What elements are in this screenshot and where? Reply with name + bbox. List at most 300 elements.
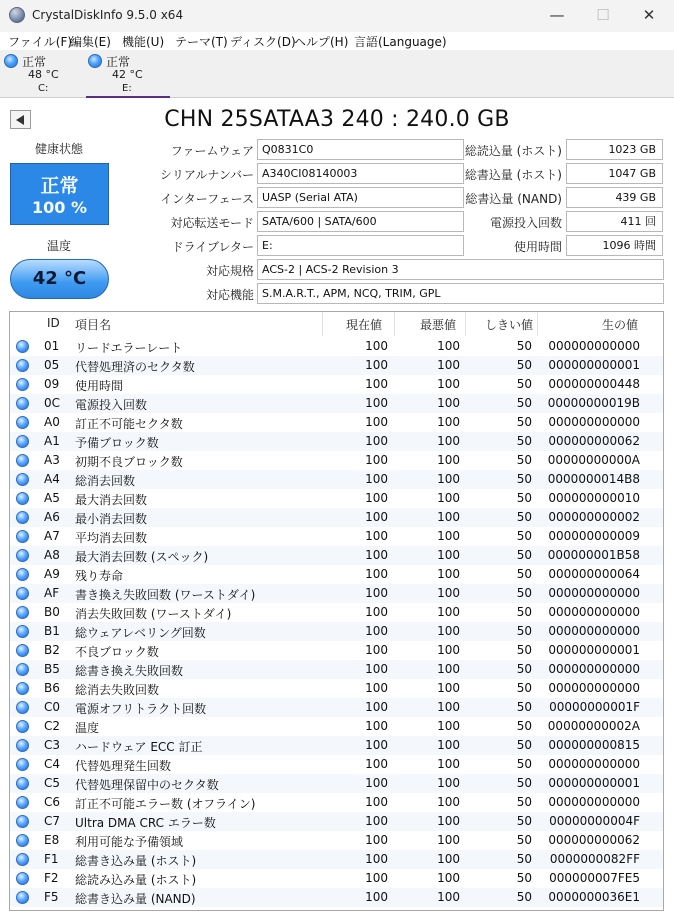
status-good-icon	[16, 416, 29, 429]
raw-value: 0000000082FF	[549, 852, 640, 866]
serial-label: シリアルナンバー	[159, 168, 254, 182]
status-good-icon	[16, 891, 29, 904]
status-good-icon	[16, 606, 29, 619]
current-value: 100	[365, 738, 388, 752]
attribute-id: A7	[44, 529, 60, 543]
status-good-icon	[16, 549, 29, 562]
transfer-mode-label: 対応転送モード	[170, 216, 254, 230]
health-status-button[interactable]	[10, 163, 109, 225]
power-on-count-label: 電源投入回数	[489, 216, 562, 230]
disk-tab-c[interactable]	[2, 52, 86, 98]
worst-value: 100	[437, 472, 460, 486]
raw-value: 000000000001	[548, 776, 640, 790]
threshold-value: 50	[516, 643, 532, 657]
firmware-value: Q0831C0	[257, 139, 464, 160]
status-good-icon	[16, 663, 29, 676]
raw-value: 000000000001	[548, 358, 640, 372]
raw-value: 000000000815	[548, 738, 640, 752]
threshold-value: 50	[516, 396, 532, 410]
table-row[interactable]	[10, 698, 664, 717]
disk-temperature: 42 °C	[112, 68, 143, 81]
status-good-icon	[16, 473, 29, 486]
threshold-value: 50	[516, 605, 532, 619]
table-row[interactable]	[10, 375, 664, 394]
current-value: 100	[365, 833, 388, 847]
status-good-icon	[16, 568, 29, 581]
threshold-value: 50	[516, 472, 532, 486]
worst-value: 100	[437, 510, 460, 524]
table-row[interactable]	[10, 850, 664, 869]
current-value: 100	[365, 548, 388, 562]
nand-writes-label: 総書込量 (NAND)	[465, 192, 562, 206]
threshold-value: 50	[516, 662, 532, 676]
current-value: 100	[365, 681, 388, 695]
current-value: 100	[365, 814, 388, 828]
transfer-mode-value: SATA/600 | SATA/600	[257, 211, 464, 232]
status-good-icon	[16, 853, 29, 866]
attribute-name: 総消去回数	[75, 474, 136, 488]
interface-label: インターフェース	[160, 192, 254, 206]
threshold-value: 50	[516, 890, 532, 904]
threshold-value: 50	[516, 453, 532, 467]
power-on-hours-value: 1096 時間	[566, 235, 663, 256]
attribute-name: 予備ブロック数	[75, 436, 159, 450]
firmware-label: ファームウェア	[170, 144, 254, 158]
raw-value: 000000000000	[548, 415, 640, 429]
disk-letter: C:	[38, 83, 49, 94]
table-row[interactable]	[10, 451, 664, 470]
worst-value: 100	[437, 548, 460, 562]
app-icon	[9, 7, 25, 23]
worst-value: 100	[437, 529, 460, 543]
current-value: 100	[365, 719, 388, 733]
table-row[interactable]	[10, 394, 664, 413]
current-value: 100	[365, 472, 388, 486]
status-good-icon	[16, 758, 29, 771]
maximize-button[interactable]: ☐	[596, 6, 610, 24]
threshold-value: 50	[516, 719, 532, 733]
table-row[interactable]	[10, 337, 664, 356]
attribute-id: B0	[44, 605, 60, 619]
raw-value: 000000000010	[548, 491, 640, 505]
menu-language[interactable]: 言語(Language)	[354, 35, 447, 49]
raw-value: 000000001B58	[547, 548, 640, 562]
raw-value: 000000000002	[548, 510, 640, 524]
attribute-id: B5	[44, 662, 60, 676]
features-label: 対応機能	[205, 288, 254, 302]
current-value: 100	[365, 415, 388, 429]
table-row[interactable]	[10, 660, 664, 679]
header-id[interactable]: ID	[47, 316, 60, 330]
raw-value: 000000000000	[548, 662, 640, 676]
attribute-id: C3	[44, 738, 61, 752]
threshold-value: 50	[516, 415, 532, 429]
attribute-id: A1	[44, 434, 60, 448]
threshold-value: 50	[516, 776, 532, 790]
worst-value: 100	[437, 719, 460, 733]
attribute-name: 訂正不可能セクタ数	[75, 417, 183, 431]
menu-edit[interactable]: 編集(E)	[70, 35, 111, 49]
current-value: 100	[365, 396, 388, 410]
menu-theme[interactable]: テーマ(T)	[175, 35, 228, 49]
worst-value: 100	[437, 776, 460, 790]
header-current[interactable]: 現在値	[346, 318, 383, 332]
status-good-icon	[16, 644, 29, 657]
threshold-value: 50	[516, 871, 532, 885]
threshold-value: 50	[516, 624, 532, 638]
status-good-icon	[88, 54, 102, 68]
table-row[interactable]	[10, 508, 664, 527]
worst-value: 100	[437, 358, 460, 372]
worst-value: 100	[437, 453, 460, 467]
attribute-name: 最小消去回数	[75, 512, 148, 526]
worst-value: 100	[437, 624, 460, 638]
raw-value: 00000000019B	[547, 396, 640, 410]
window-title: CrystalDiskInfo 9.5.0 x64	[32, 8, 184, 22]
header-divider	[537, 312, 538, 336]
serial-value: A340CI08140003	[257, 163, 464, 184]
table-row[interactable]	[10, 622, 664, 641]
menu-help[interactable]: ヘルプ(H)	[294, 35, 349, 49]
minimize-button[interactable]: —	[549, 6, 565, 24]
attribute-name: 残り寿命	[75, 569, 124, 583]
current-value: 100	[365, 643, 388, 657]
attribute-id: C2	[44, 719, 61, 733]
raw-value: 000000000448	[548, 377, 640, 391]
worst-value: 100	[437, 377, 460, 391]
attribute-id: A4	[44, 472, 60, 486]
status-good-icon	[16, 625, 29, 638]
attribute-name: Ultra DMA CRC エラー数	[75, 816, 216, 830]
worst-value: 100	[437, 757, 460, 771]
table-row[interactable]	[10, 413, 664, 432]
attribute-name: 代替処理発生回数	[75, 759, 172, 773]
raw-value: 000000000000	[548, 605, 640, 619]
interface-value: UASP (Serial ATA)	[257, 187, 464, 208]
attribute-id: B2	[44, 643, 60, 657]
attribute-id: C6	[44, 795, 61, 809]
nand-writes-value: 439 GB	[566, 187, 663, 208]
raw-value: 000000000000	[548, 624, 640, 638]
raw-value: 000000007FE5	[549, 871, 640, 885]
current-value: 100	[365, 567, 388, 581]
status-good-icon	[16, 701, 29, 714]
threshold-value: 50	[516, 833, 532, 847]
header-divider	[322, 312, 323, 336]
current-value: 100	[365, 339, 388, 353]
table-row[interactable]	[10, 755, 664, 774]
table-row[interactable]	[10, 812, 664, 831]
threshold-value: 50	[516, 567, 532, 581]
status-good-icon	[16, 492, 29, 505]
attribute-id: E8	[44, 833, 60, 847]
header-raw[interactable]: 生の値	[602, 318, 639, 332]
table-row[interactable]	[10, 527, 664, 546]
raw-value: 000000000062	[548, 833, 640, 847]
header-divider	[465, 312, 466, 336]
raw-value: 00000000001F	[549, 700, 640, 714]
menu-function[interactable]: 機能(U)	[122, 35, 165, 49]
current-value: 100	[365, 453, 388, 467]
worst-value: 100	[437, 434, 460, 448]
raw-value: 0000000014B8	[547, 472, 640, 486]
raw-value: 000000000000	[548, 757, 640, 771]
raw-value: 00000000000A	[547, 453, 640, 467]
table-header	[10, 312, 664, 336]
attribute-name: 使用時間	[75, 379, 124, 393]
attribute-name: 不良ブロック数	[75, 645, 159, 659]
raw-value: 00000000002A	[547, 719, 640, 733]
worst-value: 100	[437, 567, 460, 581]
attribute-id: 0C	[44, 396, 61, 410]
threshold-value: 50	[516, 700, 532, 714]
current-value: 100	[365, 757, 388, 771]
status-good-icon	[16, 435, 29, 448]
standards-value: ACS-2 | ACS-2 Revision 3	[257, 259, 664, 280]
attribute-name: 総書き換え失敗回数	[75, 664, 184, 678]
smart-table[interactable]	[9, 311, 664, 911]
worst-value: 100	[437, 605, 460, 619]
host-writes-label: 総書込量 (ホスト)	[464, 168, 562, 182]
current-value: 100	[365, 510, 388, 524]
worst-value: 100	[437, 700, 460, 714]
attribute-name: 総読み込み量 (ホスト)	[75, 873, 197, 887]
raw-value: 000000000062	[548, 434, 640, 448]
status-good-icon	[16, 720, 29, 733]
status-good-icon	[16, 587, 29, 600]
table-row[interactable]	[10, 793, 664, 812]
menu-bar	[0, 32, 674, 50]
status-good-icon	[16, 777, 29, 790]
threshold-value: 50	[516, 681, 532, 695]
attribute-id: C5	[44, 776, 61, 790]
raw-value: 000000000009	[548, 529, 640, 543]
attribute-id: C4	[44, 757, 61, 771]
attribute-name: 最大消去回数	[75, 493, 148, 507]
drive-letter-value: E:	[257, 235, 464, 256]
raw-value: 000000000000	[548, 586, 640, 600]
health-label: 健康状態	[34, 142, 83, 156]
worst-value: 100	[437, 643, 460, 657]
threshold-value: 50	[516, 757, 532, 771]
attribute-name: 平均消去回数	[75, 531, 148, 545]
health-status: 正常	[40, 175, 79, 197]
attribute-name: リードエラーレート	[75, 341, 183, 355]
threshold-value: 50	[516, 377, 532, 391]
table-row[interactable]	[10, 679, 664, 698]
worst-value: 100	[437, 795, 460, 809]
attribute-name: 代替処理済のセクタ数	[75, 360, 195, 374]
attribute-id: C0	[44, 700, 61, 714]
attribute-name: 初期不良ブロック数	[75, 455, 183, 469]
status-good-icon	[16, 872, 29, 885]
current-value: 100	[365, 795, 388, 809]
table-row[interactable]	[10, 869, 664, 888]
threshold-value: 50	[516, 358, 532, 372]
current-value: 100	[365, 605, 388, 619]
current-value: 100	[365, 852, 388, 866]
attribute-name: 電源オフリトラクト回数	[75, 702, 207, 716]
current-value: 100	[365, 890, 388, 904]
attribute-id: A0	[44, 415, 60, 429]
attribute-id: A9	[44, 567, 60, 581]
attribute-name: 利用可能な予備領域	[75, 835, 184, 849]
temperature-label: 温度	[46, 239, 71, 253]
disk-tab-e[interactable]	[86, 52, 170, 98]
header-name[interactable]: 項目名	[75, 318, 112, 332]
current-value: 100	[365, 434, 388, 448]
attribute-name: 温度	[75, 721, 100, 735]
table-row[interactable]	[10, 489, 664, 508]
attribute-id: AF	[44, 586, 60, 600]
disk-status: 正常	[106, 55, 131, 69]
attribute-name: 電源投入回数	[75, 398, 148, 412]
table-row[interactable]	[10, 641, 664, 660]
title-bar	[0, 0, 674, 32]
threshold-value: 50	[516, 548, 532, 562]
health-percent: 100 %	[32, 198, 87, 217]
status-good-icon	[16, 530, 29, 543]
worst-value: 100	[437, 339, 460, 353]
raw-value: 00000000004F	[549, 814, 640, 828]
attribute-id: F2	[44, 871, 59, 885]
close-button[interactable]: ✕	[642, 6, 656, 24]
table-row[interactable]	[10, 831, 664, 850]
status-good-icon	[16, 511, 29, 524]
attribute-id: A8	[44, 548, 60, 562]
threshold-value: 50	[516, 814, 532, 828]
current-value: 100	[365, 871, 388, 885]
worst-value: 100	[437, 681, 460, 695]
raw-value: 0000000036E1	[548, 890, 640, 904]
disk-tab-bar	[0, 50, 674, 98]
threshold-value: 50	[516, 434, 532, 448]
table-row[interactable]	[10, 470, 664, 489]
threshold-value: 50	[516, 510, 532, 524]
table-row[interactable]	[10, 717, 664, 736]
status-good-icon	[16, 359, 29, 372]
worst-value: 100	[437, 738, 460, 752]
attribute-name: ハードウェア ECC 訂正	[75, 740, 203, 754]
attribute-name: 総ウェアレベリング回数	[75, 626, 206, 640]
table-row[interactable]	[10, 774, 664, 793]
temperature-display[interactable]: 42 °C	[10, 259, 109, 299]
standards-label: 対応規格	[205, 264, 254, 278]
attribute-id: B1	[44, 624, 60, 638]
table-row[interactable]	[10, 736, 664, 755]
menu-file[interactable]: ファイル(F)	[8, 35, 73, 49]
raw-value: 000000000000	[548, 681, 640, 695]
attribute-id: C7	[44, 814, 61, 828]
worst-value: 100	[437, 814, 460, 828]
attribute-id: B6	[44, 681, 60, 695]
host-reads-label: 総読込量 (ホスト)	[464, 144, 562, 158]
current-value: 100	[365, 700, 388, 714]
attribute-id: F1	[44, 852, 59, 866]
table-row[interactable]	[10, 584, 664, 603]
worst-value: 100	[437, 833, 460, 847]
current-value: 100	[365, 624, 388, 638]
threshold-value: 50	[516, 852, 532, 866]
header-worst[interactable]: 最悪値	[420, 318, 457, 332]
attribute-id: F5	[44, 890, 59, 904]
attribute-name: 書き換え失敗回数 (ワーストダイ)	[75, 588, 256, 602]
power-on-count-value: 411 回	[566, 211, 663, 232]
threshold-value: 50	[516, 339, 532, 353]
drive-model: CHN 25SATAA3 240 : 240.0 GB	[164, 107, 510, 132]
status-good-icon	[16, 454, 29, 467]
menu-disk[interactable]: ディスク(D)	[230, 35, 296, 49]
disk-status: 正常	[22, 55, 47, 69]
worst-value: 100	[437, 852, 460, 866]
attribute-name: 総書き込み量 (ホスト)	[75, 854, 197, 868]
status-good-icon	[16, 815, 29, 828]
table-row[interactable]	[10, 432, 664, 451]
host-reads-value: 1023 GB	[566, 139, 663, 160]
raw-value: 000000000064	[548, 567, 640, 581]
attribute-name: 訂正不可能エラー数 (オフライン)	[75, 797, 256, 811]
attribute-name: 総書き込み量 (NAND)	[75, 892, 196, 906]
status-good-icon	[4, 54, 18, 68]
table-row[interactable]	[10, 603, 664, 622]
header-divider	[394, 312, 395, 336]
power-on-hours-label: 使用時間	[513, 240, 562, 254]
attribute-id: A5	[44, 491, 60, 505]
worst-value: 100	[437, 890, 460, 904]
threshold-value: 50	[516, 586, 532, 600]
attribute-id: 05	[44, 358, 60, 372]
table-row[interactable]	[10, 356, 664, 375]
attribute-name: 消去失敗回数 (ワーストダイ)	[75, 607, 232, 621]
threshold-value: 50	[516, 795, 532, 809]
raw-value: 000000000000	[548, 795, 640, 809]
attribute-id: 01	[44, 339, 60, 353]
raw-value: 000000000000	[548, 339, 640, 353]
status-good-icon	[16, 739, 29, 752]
attribute-name: 代替処理保留中のセクタ数	[75, 778, 219, 792]
threshold-value: 50	[516, 529, 532, 543]
disk-letter: E:	[122, 83, 132, 94]
worst-value: 100	[437, 871, 460, 885]
attribute-name: 最大消去回数 (スペック)	[75, 550, 209, 564]
status-good-icon	[16, 397, 29, 410]
current-value: 100	[365, 662, 388, 676]
current-value: 100	[365, 776, 388, 790]
status-good-icon	[16, 834, 29, 847]
header-threshold[interactable]: しきい値	[485, 318, 534, 332]
current-value: 100	[365, 529, 388, 543]
table-row[interactable]	[10, 546, 664, 565]
table-row[interactable]	[10, 565, 664, 584]
table-row[interactable]	[10, 888, 664, 907]
worst-value: 100	[437, 491, 460, 505]
attribute-name: 総消去失敗回数	[75, 683, 160, 697]
host-writes-value: 1047 GB	[566, 163, 663, 184]
drive-letter-label: ドライブレター	[171, 240, 254, 254]
threshold-value: 50	[516, 491, 532, 505]
attribute-id: A3	[44, 453, 60, 467]
current-value: 100	[365, 491, 388, 505]
threshold-value: 50	[516, 738, 532, 752]
worst-value: 100	[437, 586, 460, 600]
attribute-id: 09	[44, 377, 60, 391]
current-value: 100	[365, 377, 388, 391]
worst-value: 100	[437, 396, 460, 410]
attribute-id: A6	[44, 510, 60, 524]
status-good-icon	[16, 682, 29, 695]
current-value: 100	[365, 358, 388, 372]
features-value: S.M.A.R.T., APM, NCQ, TRIM, GPL	[257, 283, 664, 304]
